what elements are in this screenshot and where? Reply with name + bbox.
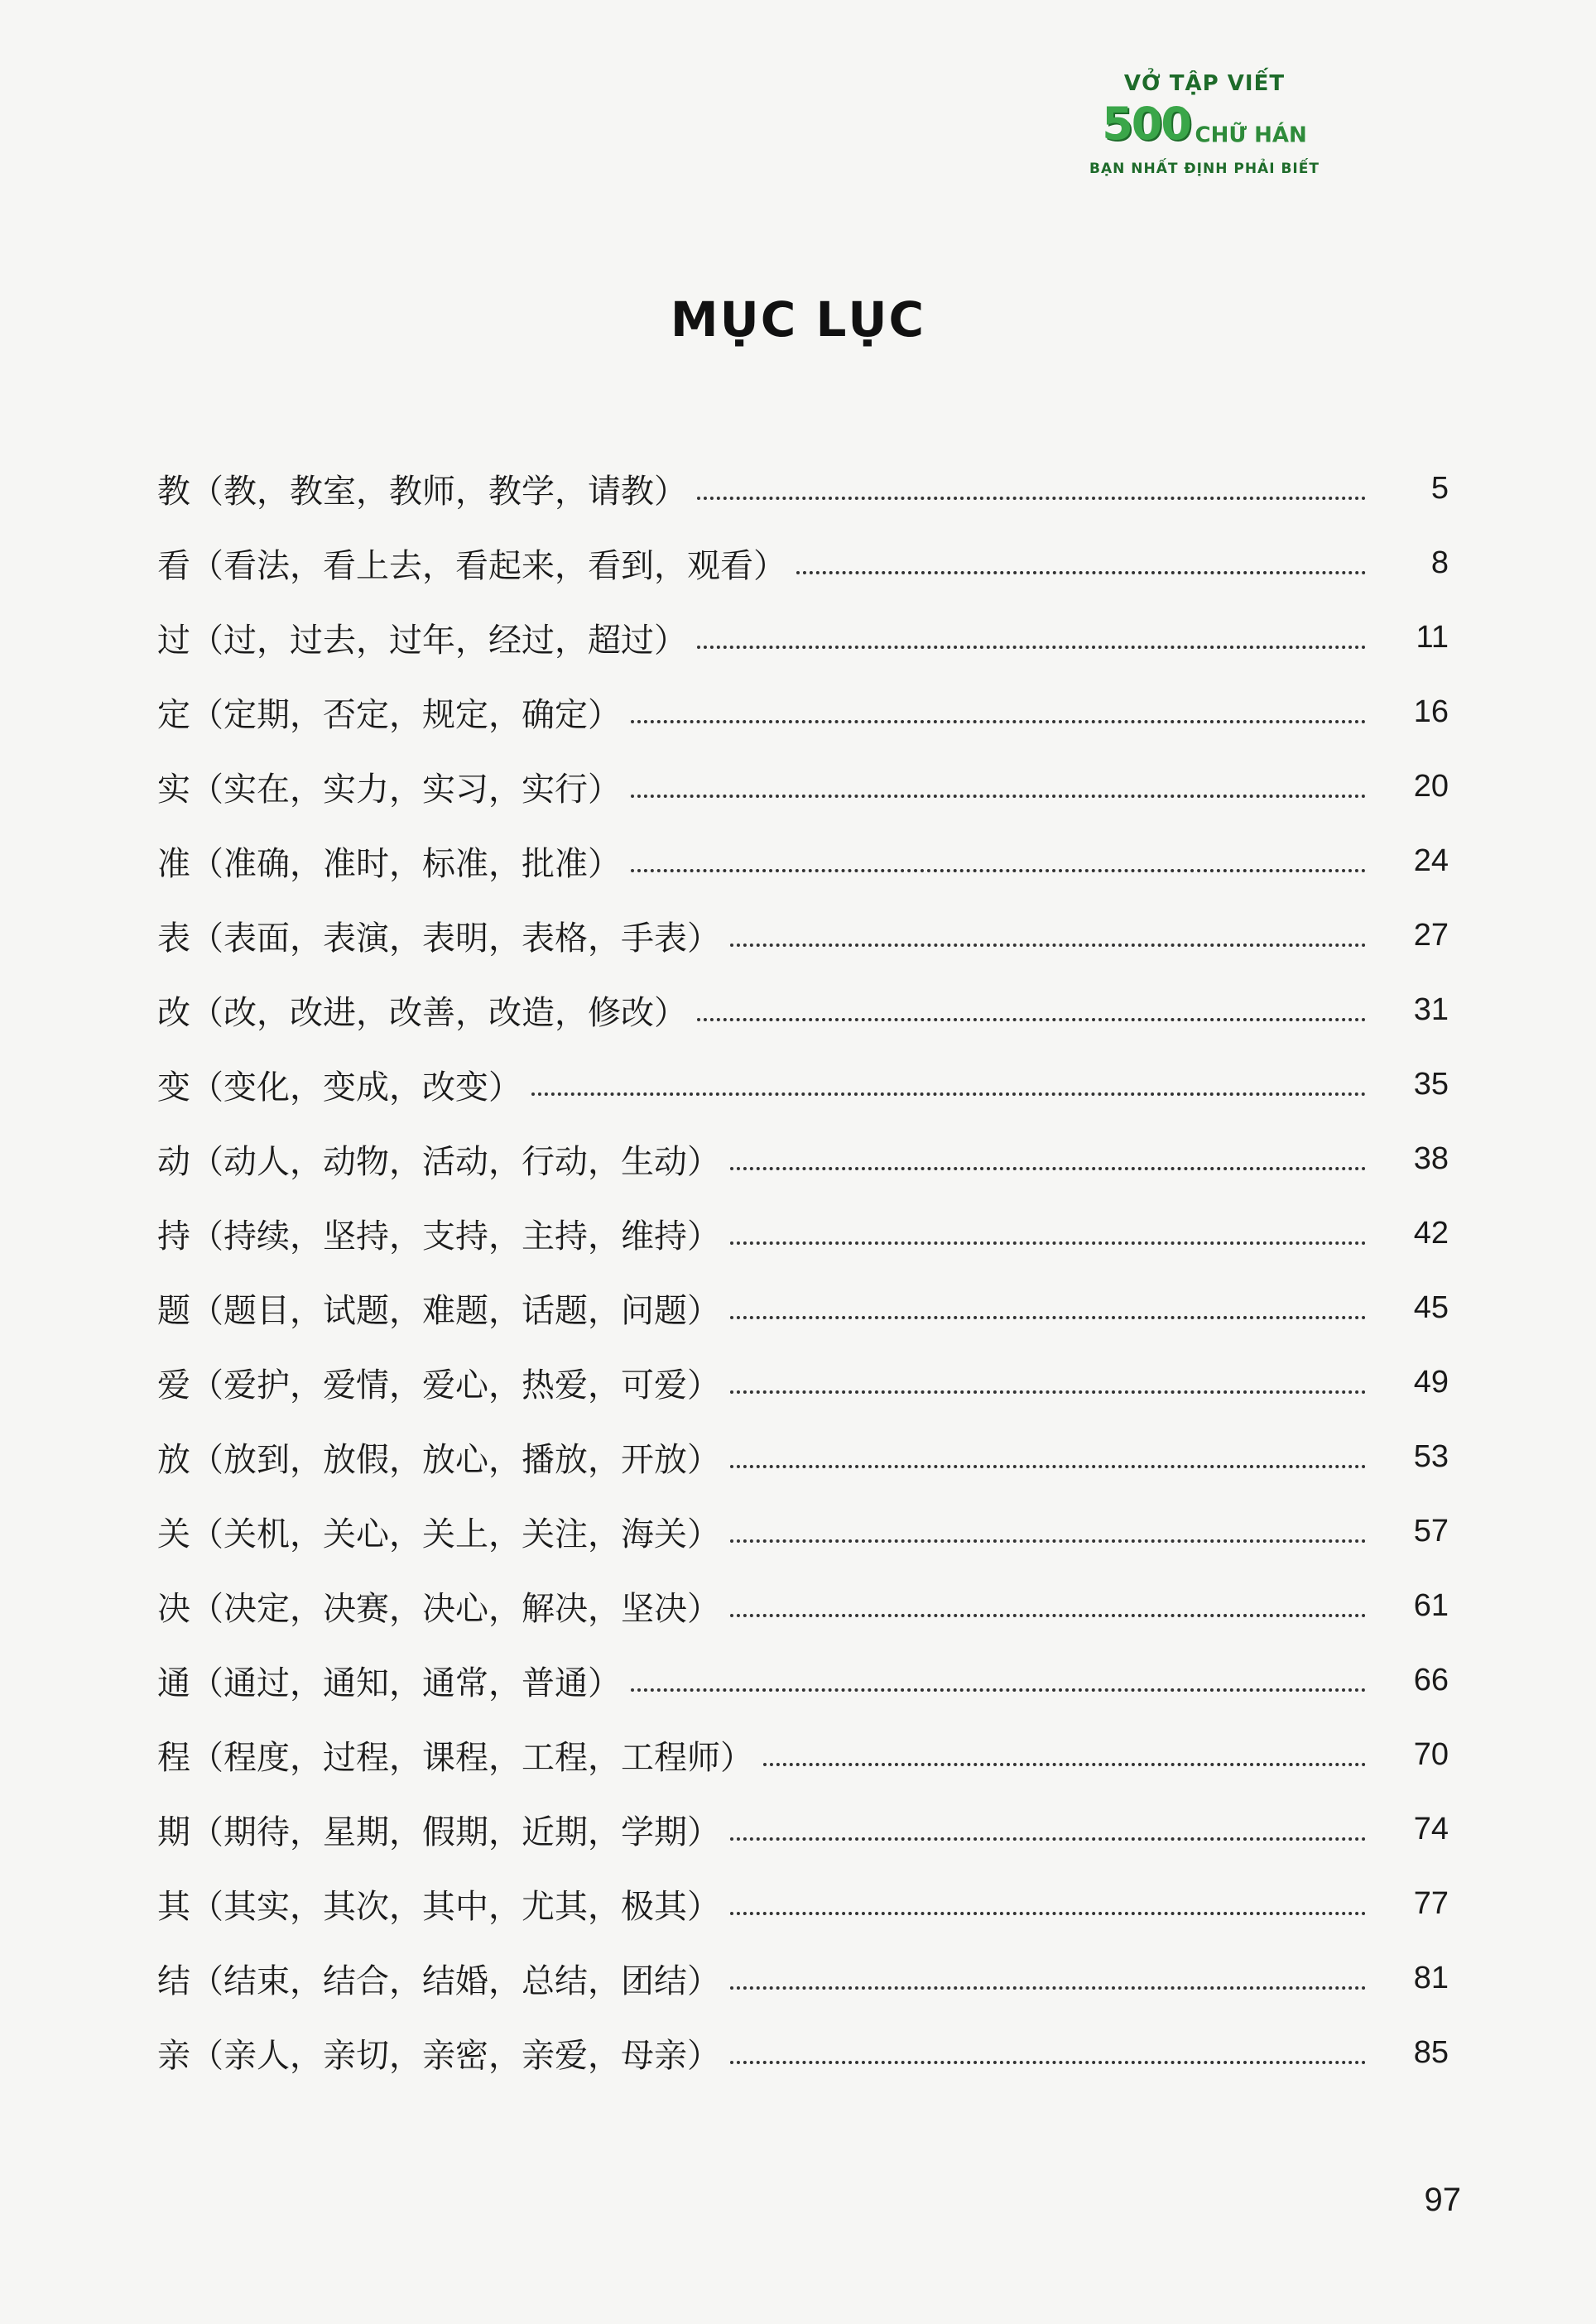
- toc-entry-text: 决（决定，决赛，决心，解决，坚决）: [157, 1589, 720, 1628]
- dot-leader: [631, 720, 1366, 723]
- logo-number: 500: [1102, 98, 1190, 150]
- dot-leader: [730, 1614, 1366, 1617]
- toc-page-number: 53: [1413, 1438, 1449, 1474]
- logo-line1: VỞ TẬP VIẾT: [1123, 71, 1286, 96]
- toc-page-number: 77: [1413, 1885, 1449, 1921]
- toc-entry[interactable]: [157, 1494, 1449, 1568]
- toc-page-number: 57: [1413, 1513, 1449, 1549]
- toc-entry[interactable]: [157, 1047, 1449, 1121]
- toc-entry[interactable]: [157, 823, 1449, 898]
- toc-entry-text: 关（关机，关心，关上，关注，海关）: [157, 1515, 720, 1553]
- toc-entry-text: 变（变化，变成，改变）: [157, 1068, 522, 1107]
- toc-entry-text: 看（看法，看上去，看起来，看到，观看）: [157, 546, 786, 585]
- dot-leader: [697, 497, 1366, 500]
- toc-page-number: 66: [1413, 1662, 1449, 1697]
- dot-leader: [796, 571, 1366, 574]
- toc-page-number: 35: [1413, 1066, 1449, 1102]
- toc-entry-text: 放（放到，放假，放心，播放，开放）: [157, 1440, 720, 1479]
- toc-entry[interactable]: [157, 1270, 1449, 1345]
- page-number: 97: [1424, 2182, 1461, 2218]
- toc-page-number: 27: [1413, 917, 1449, 953]
- toc-entry-text: 爱（爱护，爱情，爱心，热爱，可爱）: [157, 1366, 720, 1404]
- toc-page-number: 74: [1413, 1811, 1449, 1846]
- toc-entry[interactable]: [157, 749, 1449, 823]
- toc-entry-text: 结（结束，结合，结婚，总结，团结）: [157, 1961, 720, 2000]
- toc-entry[interactable]: [157, 1643, 1449, 1717]
- dot-leader: [730, 1837, 1366, 1841]
- page-title: MỤC LỤC: [670, 291, 926, 348]
- toc-entry-text: 教（教，教室，教师，教学，请教）: [157, 472, 687, 511]
- toc-page-number: 31: [1413, 992, 1449, 1027]
- toc-entry[interactable]: [157, 1792, 1449, 1866]
- toc-entry[interactable]: [157, 1717, 1449, 1792]
- logo-han-text: CHỮ HÁN: [1195, 122, 1307, 148]
- toc-page-number: 45: [1413, 1289, 1449, 1325]
- toc-entry[interactable]: [157, 1941, 1449, 2015]
- dot-leader: [730, 1539, 1366, 1543]
- dot-leader: [730, 2061, 1366, 2064]
- dot-leader: [730, 1912, 1366, 1915]
- toc-entry[interactable]: [157, 1345, 1449, 1419]
- toc-entry[interactable]: [157, 675, 1449, 749]
- toc-entry[interactable]: [157, 1121, 1449, 1196]
- toc-entry[interactable]: [157, 1866, 1449, 1941]
- toc-page-number: 16: [1413, 694, 1449, 729]
- toc-entry[interactable]: [157, 600, 1449, 675]
- toc-page-number: 24: [1413, 843, 1449, 878]
- toc-page-number: 8: [1430, 545, 1449, 580]
- toc-entry[interactable]: [157, 2015, 1449, 2090]
- dot-leader: [730, 1316, 1366, 1319]
- toc-entry-text: 动（动人，动物，活动，行动，生动）: [157, 1142, 720, 1181]
- toc-entry-text: 实（实在，实力，实习，实行）: [157, 770, 621, 809]
- toc-entry-text: 定（定期，否定，规定，确定）: [157, 695, 621, 734]
- toc-entry-text: 改（改，改进，改善，改造，修改）: [157, 993, 687, 1032]
- toc-page-number: 20: [1413, 768, 1449, 804]
- toc-entry-text: 准（准确，准时，标准，批准）: [157, 844, 621, 883]
- toc-page-number: 11: [1416, 619, 1449, 655]
- toc-entry-text: 表（表面，表演，表明，表格，手表）: [157, 919, 720, 958]
- table-of-contents: [157, 451, 1449, 2090]
- logo-line2: [1076, 99, 1333, 161]
- toc-page-number: 70: [1413, 1736, 1449, 1772]
- dot-leader: [730, 1986, 1366, 1990]
- toc-entry-text: 持（持续，坚持，支持，主持，维持）: [157, 1217, 720, 1256]
- toc-page-number: 5: [1430, 470, 1449, 506]
- dot-leader: [730, 1167, 1366, 1170]
- toc-entry[interactable]: [157, 526, 1449, 600]
- toc-entry[interactable]: [157, 972, 1449, 1047]
- dot-leader: [730, 1465, 1366, 1468]
- dot-leader: [730, 1390, 1366, 1394]
- toc-entry[interactable]: [157, 451, 1449, 526]
- toc-entry-text: 期（期待，星期，假期，近期，学期）: [157, 1813, 720, 1851]
- dot-leader: [631, 1688, 1366, 1692]
- dot-leader: [631, 869, 1366, 872]
- toc-entry[interactable]: [157, 1568, 1449, 1643]
- dot-leader: [697, 646, 1366, 649]
- dot-leader: [631, 795, 1366, 798]
- toc-page-number: 42: [1413, 1215, 1449, 1251]
- logo-line3: BẠN NHẤT ĐỊNH PHẢI BIẾT: [1089, 160, 1320, 177]
- toc-page-number: 85: [1413, 2034, 1449, 2070]
- toc-entry-text: 题（题目，试题，难题，话题，问题）: [157, 1291, 720, 1330]
- dot-leader: [531, 1092, 1366, 1096]
- toc-page-number: 49: [1413, 1364, 1449, 1400]
- toc-entry-text: 过（过，过去，过年，经过，超过）: [157, 621, 687, 660]
- series-logo: [1076, 71, 1333, 179]
- dot-leader: [730, 1241, 1366, 1245]
- toc-entry[interactable]: [157, 1196, 1449, 1270]
- toc-page-number: 38: [1413, 1140, 1449, 1176]
- dot-leader: [730, 944, 1366, 947]
- toc-entry[interactable]: [157, 1419, 1449, 1494]
- toc-entry-text: 其（其实，其次，其中，尤其，极其）: [157, 1887, 720, 1926]
- dot-leader: [763, 1763, 1366, 1766]
- toc-entry[interactable]: [157, 898, 1449, 972]
- toc-page-number: 61: [1413, 1587, 1449, 1623]
- toc-entry-text: 通（通过，通知，通常，普通）: [157, 1664, 621, 1702]
- toc-entry-text: 亲（亲人，亲切，亲密，亲爱，母亲）: [157, 2036, 720, 2075]
- dot-leader: [697, 1018, 1366, 1021]
- toc-page-number: 81: [1413, 1960, 1449, 1995]
- toc-entry-text: 程（程度，过程，课程，工程，工程师）: [157, 1738, 753, 1777]
